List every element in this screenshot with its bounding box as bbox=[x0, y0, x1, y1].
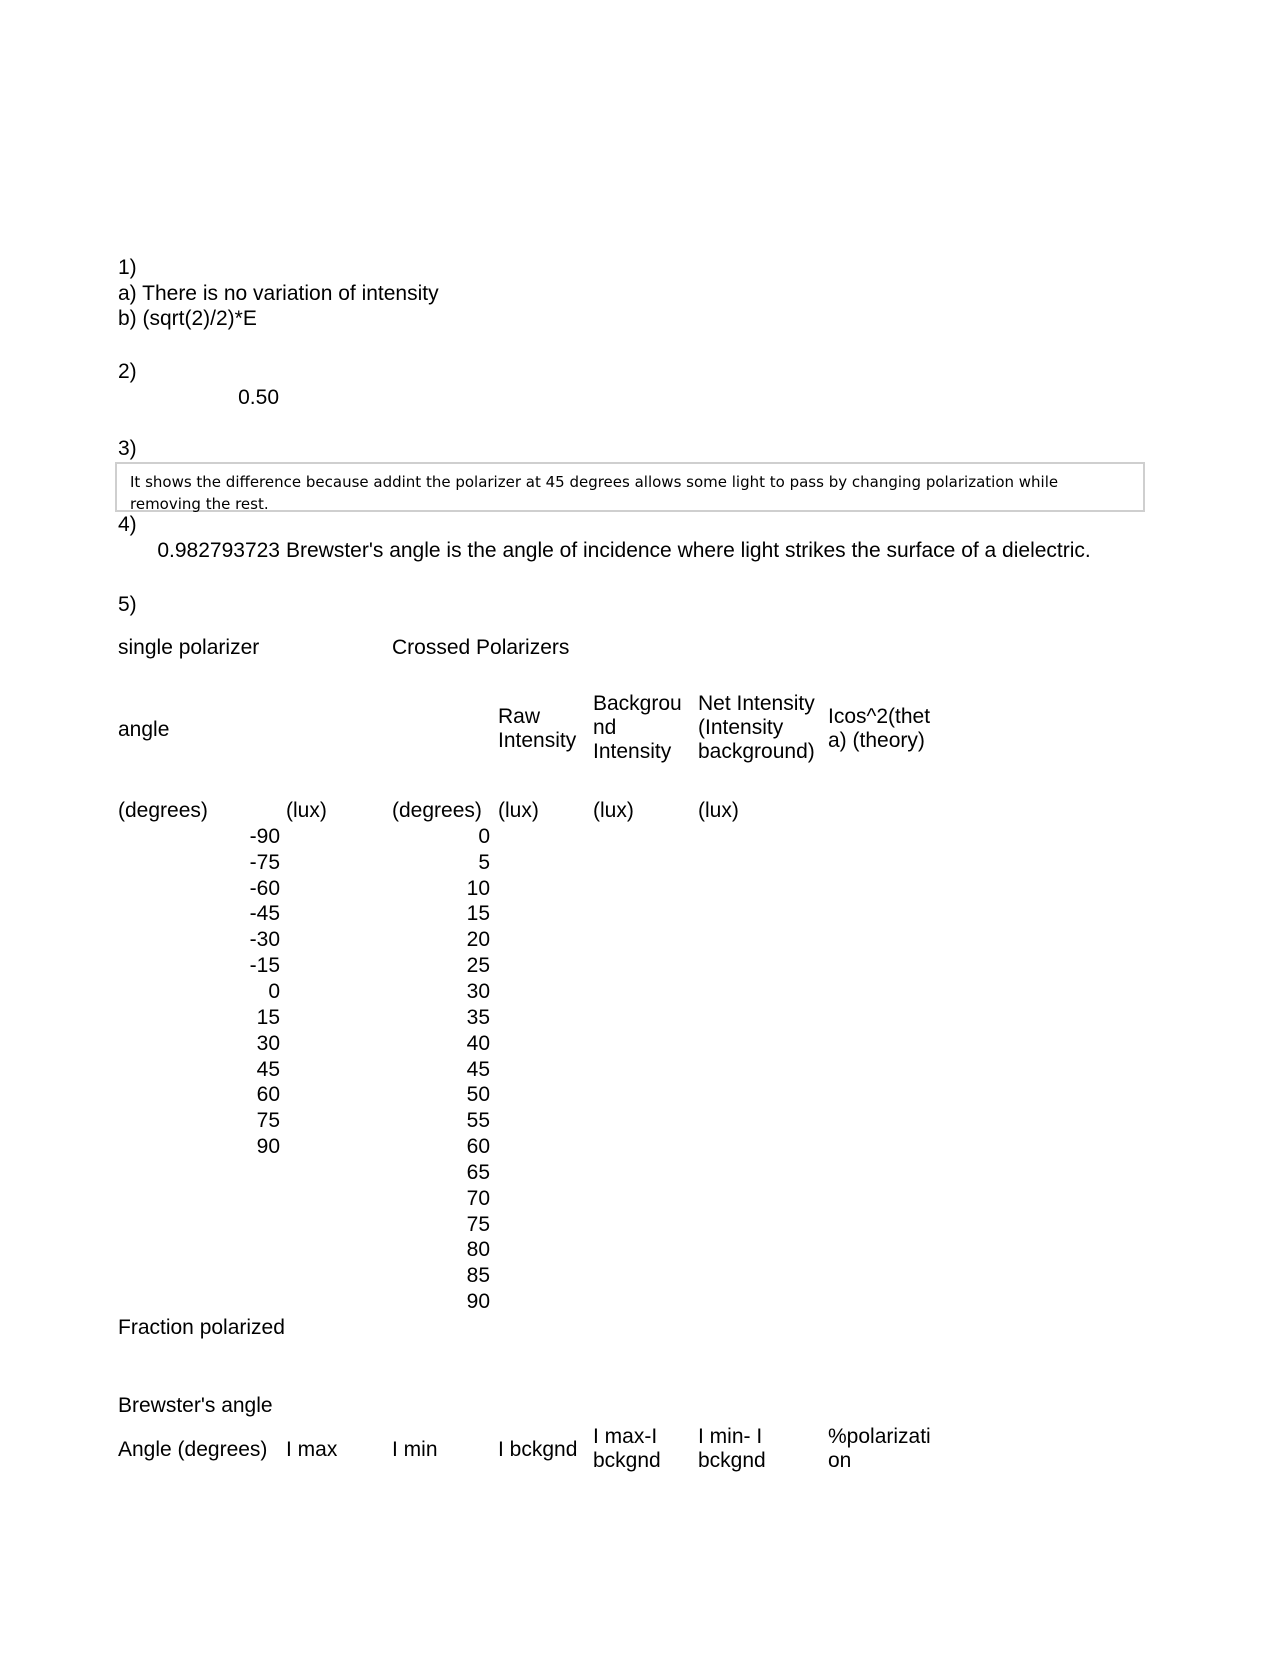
single-angle: -45 bbox=[249, 902, 280, 925]
header-theory: Icos^2(thet a) (theory) bbox=[828, 705, 931, 752]
header-angle: angle bbox=[118, 718, 170, 741]
unit-lux-background: (lux) bbox=[593, 799, 634, 822]
single-angle: 75 bbox=[256, 1109, 280, 1132]
crossed-angle: 90 bbox=[466, 1290, 490, 1313]
crossed-angle: 85 bbox=[466, 1264, 490, 1287]
q1-answer-b: b) (sqrt(2)/2)*E bbox=[118, 307, 257, 330]
brewster-header-imin-bckgnd: I min- I bckgnd bbox=[698, 1425, 766, 1472]
q1-answer-a: a) There is no variation of intensity bbox=[118, 282, 439, 305]
brewster-header-imax-bckgnd: I max-I bckgnd bbox=[593, 1425, 661, 1472]
crossed-angle: 65 bbox=[466, 1161, 490, 1184]
crossed-angle: 40 bbox=[466, 1032, 490, 1055]
q4-label: 4) bbox=[118, 513, 137, 536]
q5-label: 5) bbox=[118, 593, 137, 616]
crossed-angle: 20 bbox=[466, 928, 490, 951]
crossed-angle: 10 bbox=[466, 877, 490, 900]
q1-label: 1) bbox=[118, 256, 137, 279]
crossed-angle: 25 bbox=[466, 954, 490, 977]
single-angle: 30 bbox=[256, 1032, 280, 1055]
unit-lux-net: (lux) bbox=[698, 799, 739, 822]
brewster-header-ibckgnd: I bckgnd bbox=[498, 1438, 578, 1461]
header-background-intensity: Backgrou nd Intensity bbox=[593, 692, 682, 763]
unit-lux-single: (lux) bbox=[286, 799, 327, 822]
brewster-header-imax: I max bbox=[286, 1438, 338, 1461]
brewster-title: Brewster's angle bbox=[118, 1394, 273, 1417]
unit-degrees-single: (degrees) bbox=[118, 799, 208, 822]
fraction-polarized-label: Fraction polarized bbox=[118, 1316, 285, 1339]
single-angle: 60 bbox=[256, 1083, 280, 1106]
brewster-header-angle: Angle (degrees) bbox=[118, 1438, 268, 1461]
header-raw-intensity: Raw Intensity bbox=[498, 705, 577, 752]
single-angle: -15 bbox=[249, 954, 280, 977]
crossed-polarizers-title: Crossed Polarizers bbox=[392, 636, 570, 659]
crossed-angle: 45 bbox=[466, 1058, 490, 1081]
crossed-angle: 70 bbox=[466, 1187, 490, 1210]
crossed-angle: 0 bbox=[478, 825, 490, 848]
single-angle: -75 bbox=[249, 851, 280, 874]
q3-label: 3) bbox=[118, 437, 137, 460]
single-angle: -60 bbox=[249, 877, 280, 900]
q2-label: 2) bbox=[118, 360, 137, 383]
brewster-header-imin: I min bbox=[392, 1438, 438, 1461]
unit-lux-raw: (lux) bbox=[498, 799, 539, 822]
crossed-angle: 35 bbox=[466, 1006, 490, 1029]
q3-answer-box bbox=[115, 462, 1145, 512]
q4-text: Brewster's angle is the angle of incidence where light strikes the surface of a dielectric. bbox=[286, 539, 1091, 562]
crossed-angle: 80 bbox=[466, 1238, 490, 1261]
single-angle: 0 bbox=[268, 980, 280, 1003]
q2-value: 0.50 bbox=[238, 386, 279, 409]
crossed-angle: 75 bbox=[466, 1213, 490, 1236]
header-net-intensity: Net Intensity (Intensity background) bbox=[698, 692, 815, 763]
crossed-angle: 30 bbox=[466, 980, 490, 1003]
single-angle: 45 bbox=[256, 1058, 280, 1081]
crossed-angle: 55 bbox=[466, 1109, 490, 1132]
brewster-header-percent-polarization: %polarizati on bbox=[828, 1425, 931, 1472]
single-polarizer-title: single polarizer bbox=[118, 636, 260, 659]
single-angle: 15 bbox=[256, 1006, 280, 1029]
crossed-angle: 60 bbox=[466, 1135, 490, 1158]
single-angle: -90 bbox=[249, 825, 280, 848]
q3-answer-text: It shows the difference because addint the polarizer at 45 degrees allows some light to pass by changing polarization while removing the rest. bbox=[130, 473, 1059, 513]
single-angle: -30 bbox=[249, 928, 280, 951]
crossed-angle: 50 bbox=[466, 1083, 490, 1106]
unit-degrees-crossed: (degrees) bbox=[392, 799, 482, 822]
q4-value: 0.982793723 bbox=[157, 539, 280, 562]
crossed-angle: 15 bbox=[466, 902, 490, 925]
single-angle: 90 bbox=[256, 1135, 280, 1158]
crossed-angle: 5 bbox=[478, 851, 490, 874]
